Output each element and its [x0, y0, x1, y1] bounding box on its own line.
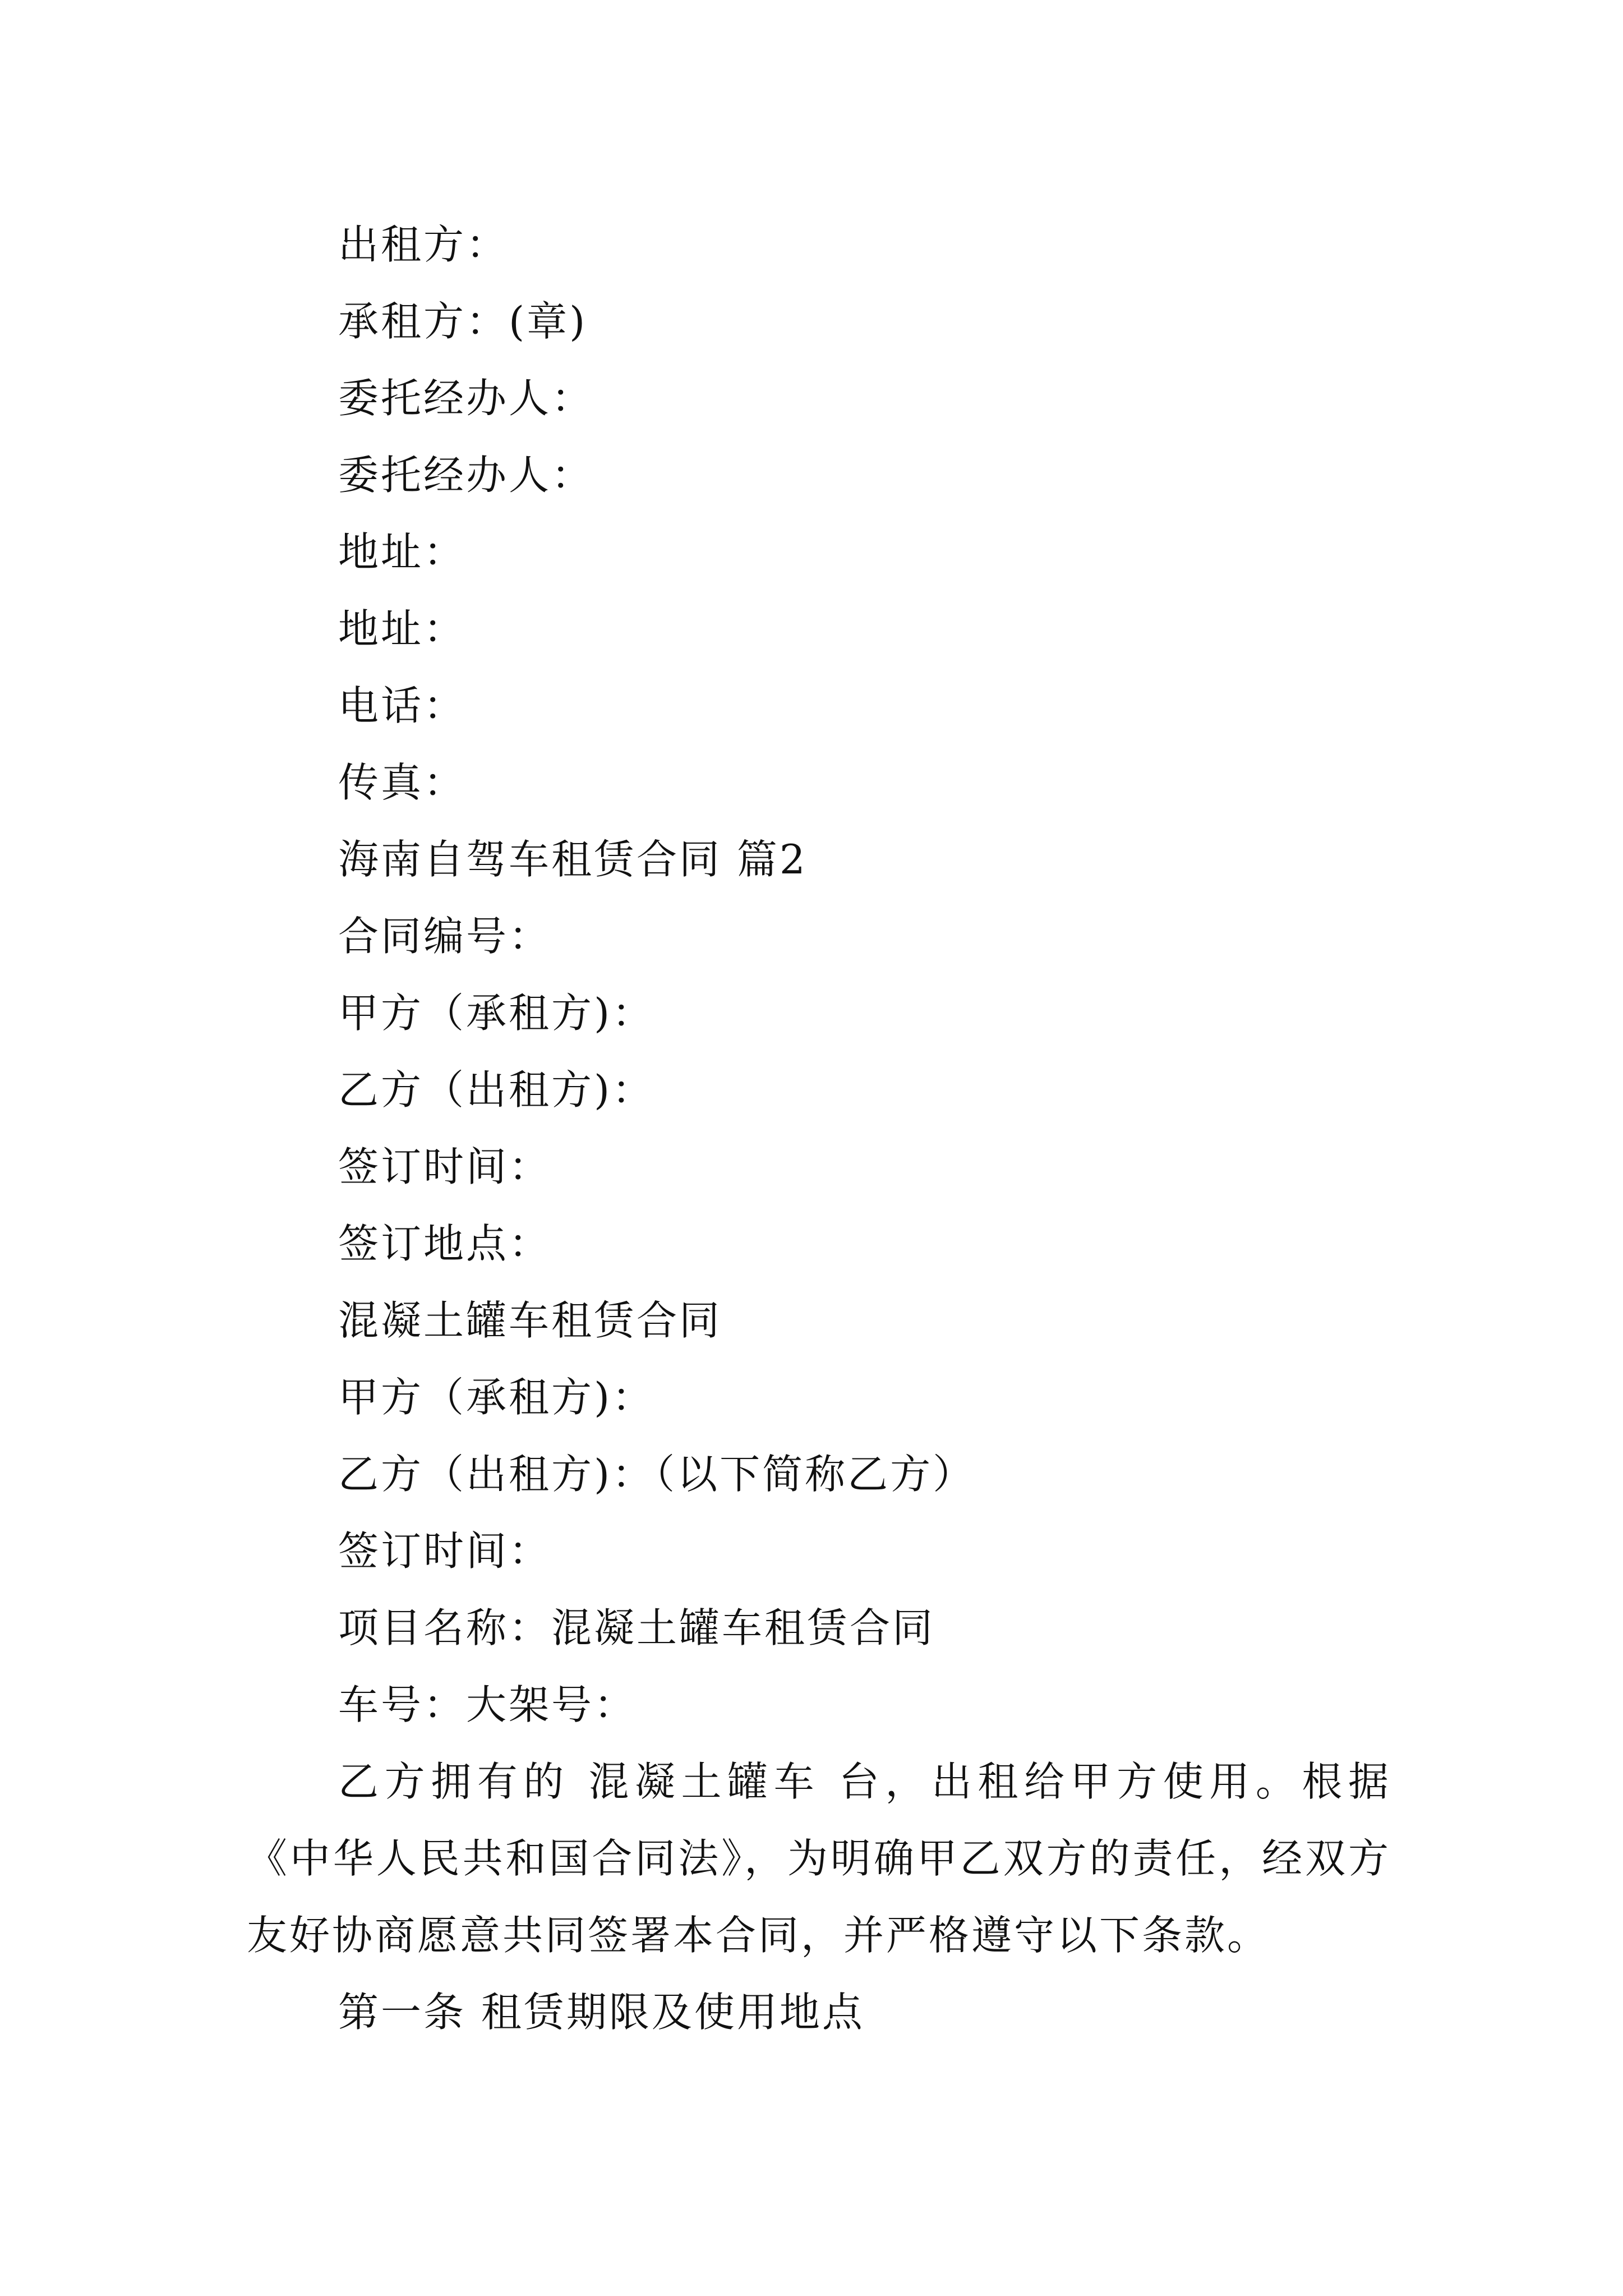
contract-title: 混凝土罐车租赁合同: [338, 1297, 722, 1344]
signing-time-label-2: 签订时间：: [338, 1527, 552, 1575]
signing-place-label: 签订地点：: [338, 1220, 552, 1267]
signing-time-label: 签订时间：: [338, 1143, 552, 1190]
party-b-label: 乙方（出租方)：: [338, 1066, 655, 1114]
project-name-label: 项目名称：混凝土罐车租赁合同: [338, 1604, 935, 1651]
address-label-1: 地址：: [338, 528, 467, 576]
agent-label-2: 委托经办人：: [338, 452, 594, 499]
lessee-label: 承租方：(章): [338, 298, 588, 345]
article-heading: 第一条 租赁期限及使用地点: [338, 1989, 865, 2036]
fax-label: 传真：: [338, 759, 467, 806]
phone-label: 电话：: [338, 682, 467, 729]
section-title: 海南自驾车租赁合同 篇2: [338, 836, 808, 883]
address-label-2: 地址：: [338, 605, 467, 652]
party-b-label-2: 乙方（出租方)：（以下简称乙方）: [338, 1451, 976, 1498]
contract-intro-paragraph: 乙方拥有的 混凝土罐车 台，出租给甲方使用。根据《中华人民共和国合同法》，为明确甲乙双方的责任，经双方友好协商愿意共同签署本合同，并严格遵守以下条款。: [247, 1758, 1391, 1959]
party-a-label-2: 甲方（承租方)：: [338, 1374, 655, 1421]
party-a-label: 甲方（承租方)：: [338, 990, 655, 1037]
agent-label-1: 委托经办人：: [338, 375, 594, 422]
lessor-label: 出租方：: [338, 221, 509, 268]
contract-number-label: 合同编号：: [338, 913, 552, 960]
vehicle-number-label: 车号：大架号：: [338, 1681, 637, 1728]
